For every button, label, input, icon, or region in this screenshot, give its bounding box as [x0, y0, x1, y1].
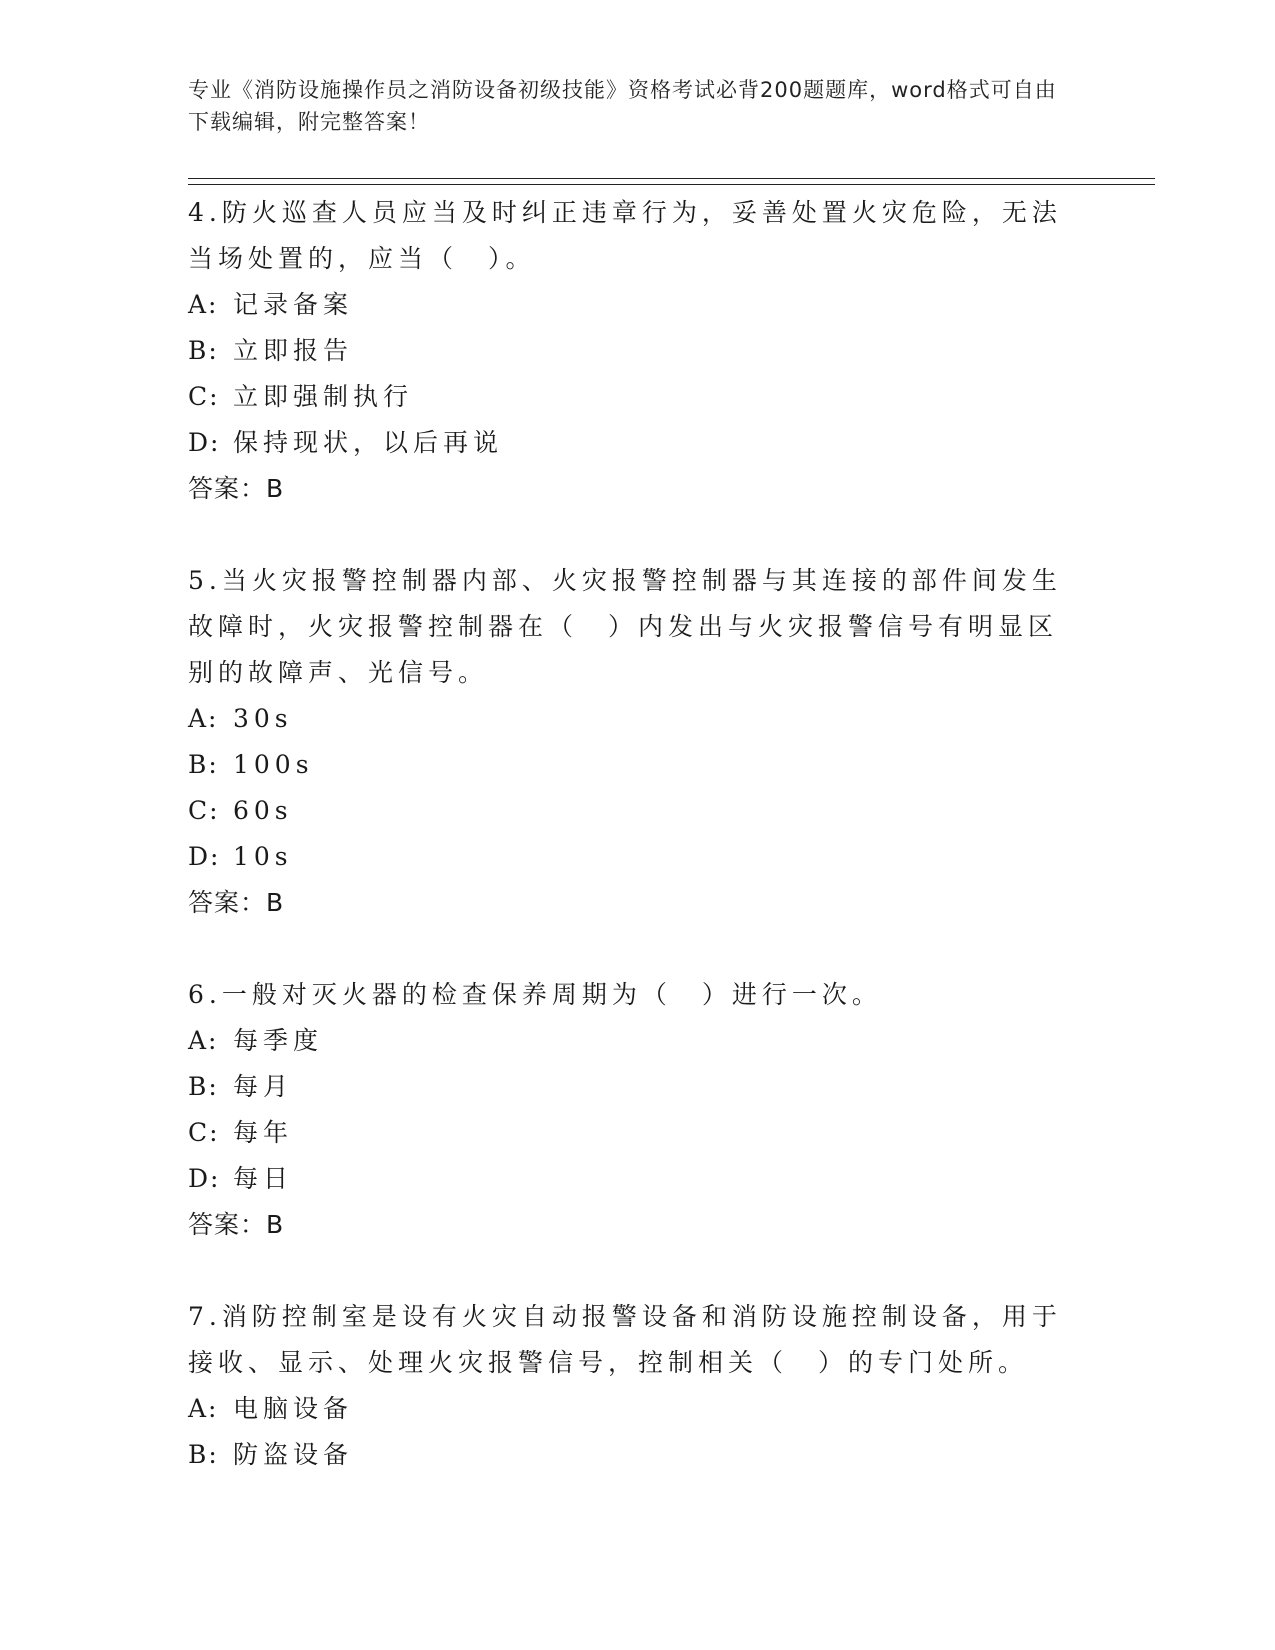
question-stem: 6.一般对灭火器的检查保养周期为（ ）进行一次。	[188, 980, 882, 1009]
answer: 答案：B	[188, 888, 285, 917]
question-stem: 4.防火巡查人员应当及时纠正违章行为，妥善处置火灾危险，无法当场处置的，应当（ ）。	[188, 198, 1062, 273]
option-letter: C:	[188, 1118, 220, 1147]
option-text: 记录备案	[233, 290, 354, 319]
header-divider-bottom	[188, 184, 1155, 185]
option-text: 每日	[233, 1164, 294, 1193]
option-a	[188, 1386, 1068, 1432]
option-letter: A:	[188, 1026, 219, 1055]
option-text: 每季度	[233, 1026, 324, 1055]
option-a	[188, 696, 1068, 742]
option-text: 保持现状，以后再说	[233, 428, 504, 457]
option-b	[188, 1064, 1068, 1110]
option-text: 每年	[233, 1118, 294, 1147]
option-c	[188, 1110, 1068, 1156]
question-4	[188, 190, 1068, 512]
option-text: 电脑设备	[233, 1394, 354, 1423]
option-text: 每月	[233, 1072, 294, 1101]
option-letter: A:	[188, 290, 219, 319]
option-letter: B:	[188, 1440, 219, 1469]
option-text: 立即报告	[233, 336, 354, 365]
option-d	[188, 834, 1068, 880]
document-header: 专业《消防设施操作员之消防设备初级技能》资格考试必背200题题库，word格式可自由下载编辑，附完整答案！	[188, 78, 1057, 134]
option-letter: A:	[188, 704, 219, 733]
option-letter: D:	[188, 842, 221, 871]
option-a	[188, 282, 1068, 328]
header-divider-top	[188, 178, 1155, 179]
option-letter: C:	[188, 382, 220, 411]
answer: 答案：B	[188, 1210, 285, 1239]
option-b	[188, 1432, 1068, 1478]
question-stem: 7.消防控制室是设有火灾自动报警设备和消防设施控制设备，用于接收、显示、处理火灾报警信号，控制相关（ ）的专门处所。	[188, 1302, 1062, 1377]
option-letter: B:	[188, 1072, 219, 1101]
option-c	[188, 788, 1068, 834]
option-text: 30s	[233, 704, 293, 733]
option-text: 100s	[233, 750, 314, 779]
option-b	[188, 742, 1068, 788]
option-letter: B:	[188, 336, 219, 365]
option-b	[188, 328, 1068, 374]
option-text: 10s	[233, 842, 293, 871]
option-letter: B:	[188, 750, 219, 779]
option-text: 60s	[233, 796, 293, 825]
question-stem: 5.当火灾报警控制器内部、火灾报警控制器与其连接的部件间发生故障时，火灾报警控制器在（ ）内发出与火灾报警信号有明显区别的故障声、光信号。	[188, 566, 1062, 687]
question-7	[188, 1294, 1068, 1478]
option-letter: C:	[188, 796, 220, 825]
option-a	[188, 1018, 1068, 1064]
option-text: 立即强制执行	[233, 382, 414, 411]
question-5	[188, 558, 1068, 926]
option-d	[188, 420, 1068, 466]
question-list	[188, 190, 1068, 1524]
option-letter: D:	[188, 428, 221, 457]
option-letter: D:	[188, 1164, 221, 1193]
option-letter: A:	[188, 1394, 219, 1423]
answer: 答案：B	[188, 474, 285, 503]
option-c	[188, 374, 1068, 420]
option-text: 防盗设备	[233, 1440, 354, 1469]
question-6	[188, 972, 1068, 1248]
option-d	[188, 1156, 1068, 1202]
